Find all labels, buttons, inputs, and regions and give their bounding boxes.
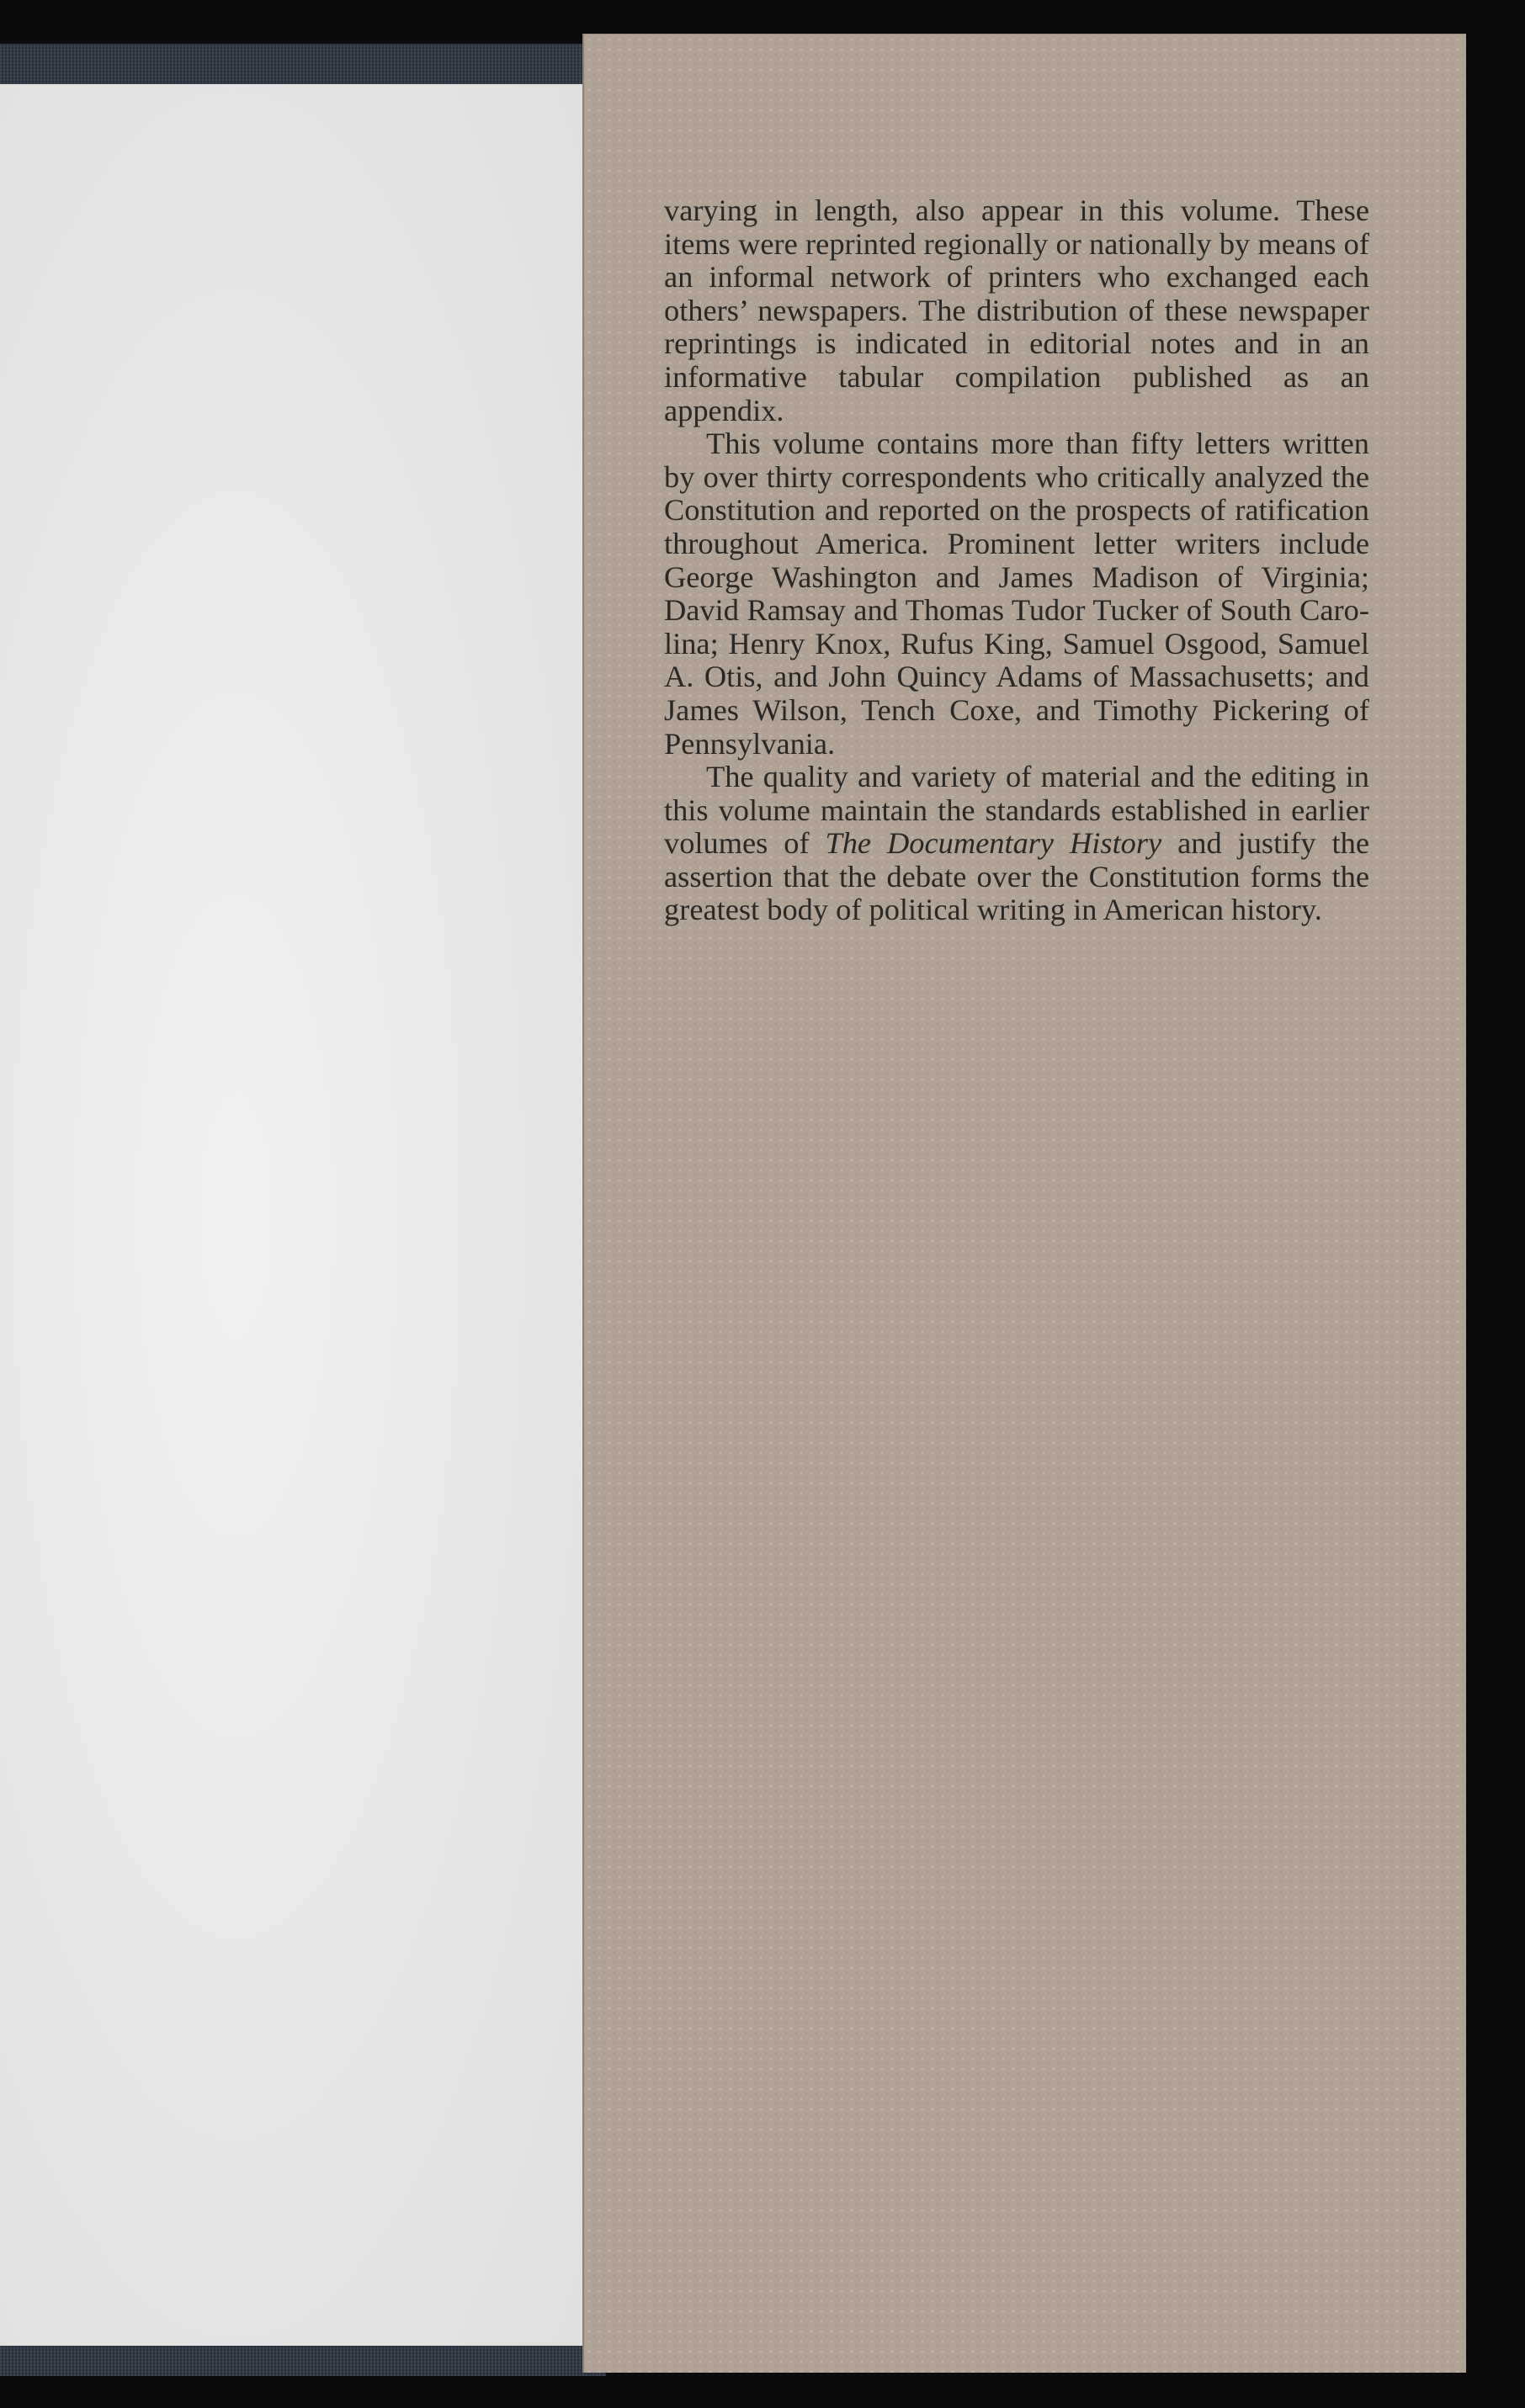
endpaper-page — [0, 84, 589, 2346]
flap-paragraph-3 — [664, 761, 1369, 927]
flap-copy — [664, 194, 1369, 927]
dust-jacket-flap — [582, 34, 1466, 2373]
flap-paragraph-1: varying in length, also appear in this volume. These items were reprinted regionally or nationally by means of an informal network of printers who exchanged each others’ newspapers. The distribution of these newspaper reprintings is indicated in editorial notes and in an informative tabular compilation published as an appendix. — [664, 194, 1369, 427]
flap-paragraph-2: This volume contains more than fifty letters written by over thirty correspondents who critically analyzed the Constitution and reported on the prospects of ratification throughout America. Prominent letter writers include George Washington and James Madison of Virginia; David Ramsay and Thomas Tudor Tucker of South Carolina; Henry Knox, Rufus King, Samuel Osgood, Samuel A. Otis, and John Quincy Adams of Massachusetts; and James Wilson, Tench Coxe, and Timothy Pickering of Pennsylvania. — [664, 427, 1369, 761]
paragraph-3-tail: and justify the assertion that the debate over the Constitution forms the greatest body of political writing in American history. — [664, 826, 1370, 927]
book-title-italic: The Documentary History — [825, 826, 1162, 861]
paragraph-3-lead: The quality and variety of material and the editing in this volume maintain the standards established in earlier volumes of — [664, 760, 1369, 861]
